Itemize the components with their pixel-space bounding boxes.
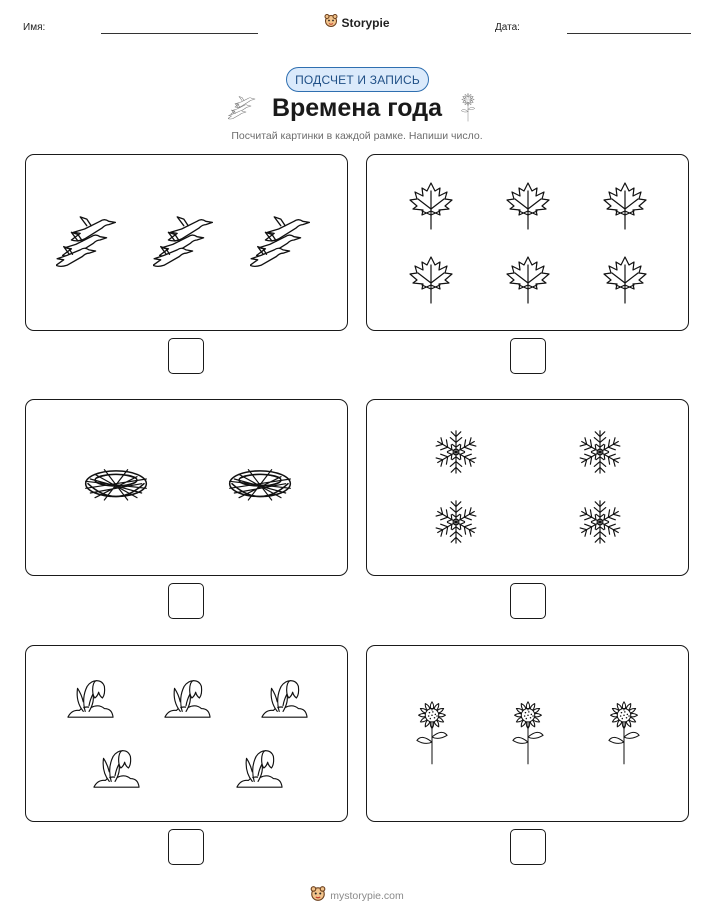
geese-flock-icon (250, 217, 309, 267)
snowflake-icon (579, 501, 621, 543)
counting-panel-geese (25, 154, 348, 331)
snowdrop-flower-icon (262, 681, 307, 717)
brand-logo (0, 13, 714, 33)
maple-leaf-icon (604, 257, 646, 303)
name-label: Имя: (23, 22, 46, 33)
snowdrop-flower-icon (94, 751, 139, 787)
answer-box-sunflowers[interactable] (510, 829, 546, 865)
date-field[interactable] (567, 33, 691, 34)
answer-box-nests[interactable] (168, 583, 204, 619)
instructions: Посчитай картинки в каждой рамке. Напиши число. (231, 130, 483, 142)
snowflake-icon (435, 501, 477, 543)
geese-flock-icon (56, 217, 115, 267)
sunflower-icon (609, 702, 639, 764)
geese-flock-icon (153, 217, 212, 267)
storypie-mascot-icon (310, 885, 326, 907)
footer (0, 885, 714, 907)
counting-panel-leaves (366, 154, 689, 331)
sunflower-icon (417, 702, 447, 764)
answer-box-snowflakes[interactable] (510, 583, 546, 619)
counting-panel-snowdrops (25, 645, 348, 822)
bird-nest-icon (86, 470, 147, 500)
storypie-mascot-icon (324, 13, 338, 33)
counting-panel-snowflakes (366, 399, 689, 576)
answer-box-snowdrops[interactable] (168, 829, 204, 865)
maple-leaf-icon (410, 257, 452, 303)
snowdrop-flower-icon (68, 681, 113, 717)
maple-leaf-icon (604, 183, 646, 229)
page-title: Времена года (271, 94, 443, 122)
snowdrop-flower-icon (165, 681, 210, 717)
maple-leaf-icon (410, 183, 452, 229)
brand-name: Storypie (341, 16, 390, 30)
date-label: Дата: (495, 22, 520, 33)
bird-nest-icon (230, 470, 291, 500)
snowflake-icon (579, 431, 621, 473)
answer-box-leaves[interactable] (510, 338, 546, 374)
name-field[interactable] (101, 33, 258, 34)
snowflake-icon (435, 431, 477, 473)
activity-badge: ПОДСЧЕТ И ЗАПИСЬ (286, 67, 429, 92)
footer-site: mystorypie.com (330, 890, 404, 902)
maple-leaf-icon (507, 257, 549, 303)
sunflower-icon (513, 702, 543, 764)
counting-panel-nests (25, 399, 348, 576)
snowdrop-flower-icon (237, 751, 282, 787)
answer-box-geese[interactable] (168, 338, 204, 374)
counting-panel-sunflowers (366, 645, 689, 822)
maple-leaf-icon (507, 183, 549, 229)
